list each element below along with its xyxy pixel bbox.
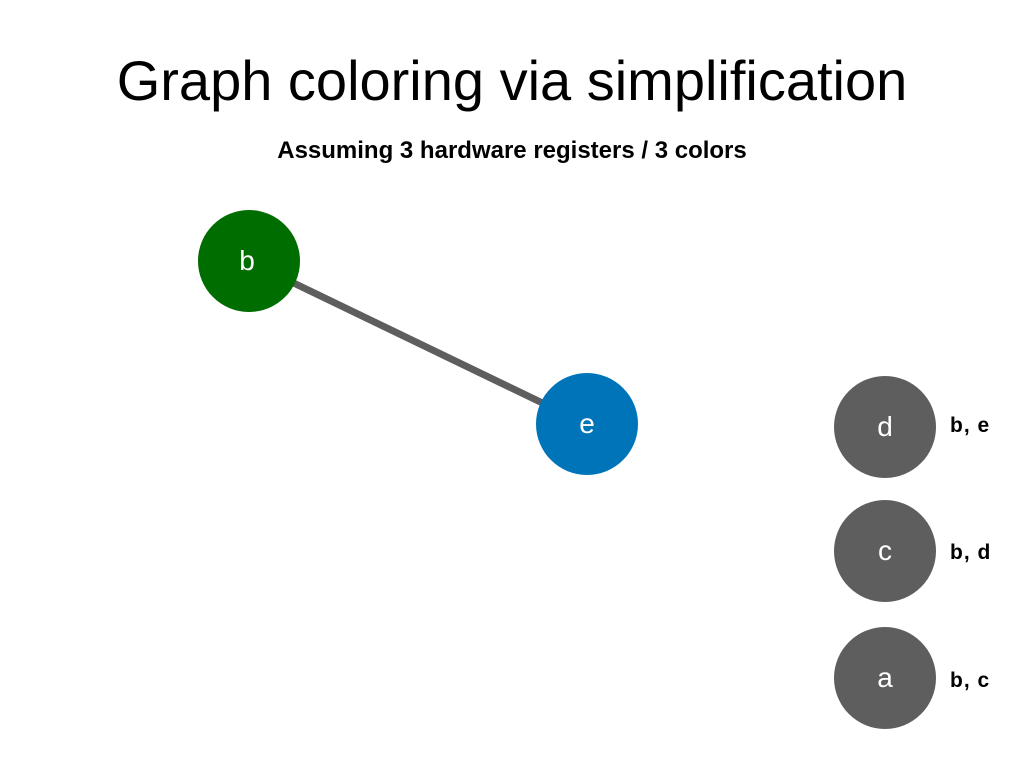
node-e [536, 373, 638, 475]
slide-title: Graph coloring via simplification [116, 49, 908, 112]
stack-node-c [834, 500, 936, 602]
stack-node-a-neighbors: b, c [950, 669, 991, 692]
stack-node-d [834, 376, 936, 478]
stack-node-d-neighbors: b, e [950, 414, 991, 437]
node-b-label: b [239, 245, 255, 276]
stack-node-c-neighbors: b, d [950, 541, 992, 564]
stack-node-c-label: c [878, 535, 892, 566]
node-e-label: e [579, 408, 595, 439]
node-b [198, 210, 300, 312]
edge-b-e [247, 258, 588, 427]
stack-node-d-label: d [877, 411, 893, 442]
stack-node-a-label: a [877, 662, 893, 693]
stack-node-a [834, 627, 936, 729]
slide-subtitle: Assuming 3 hardware registers / 3 colors [277, 137, 747, 164]
